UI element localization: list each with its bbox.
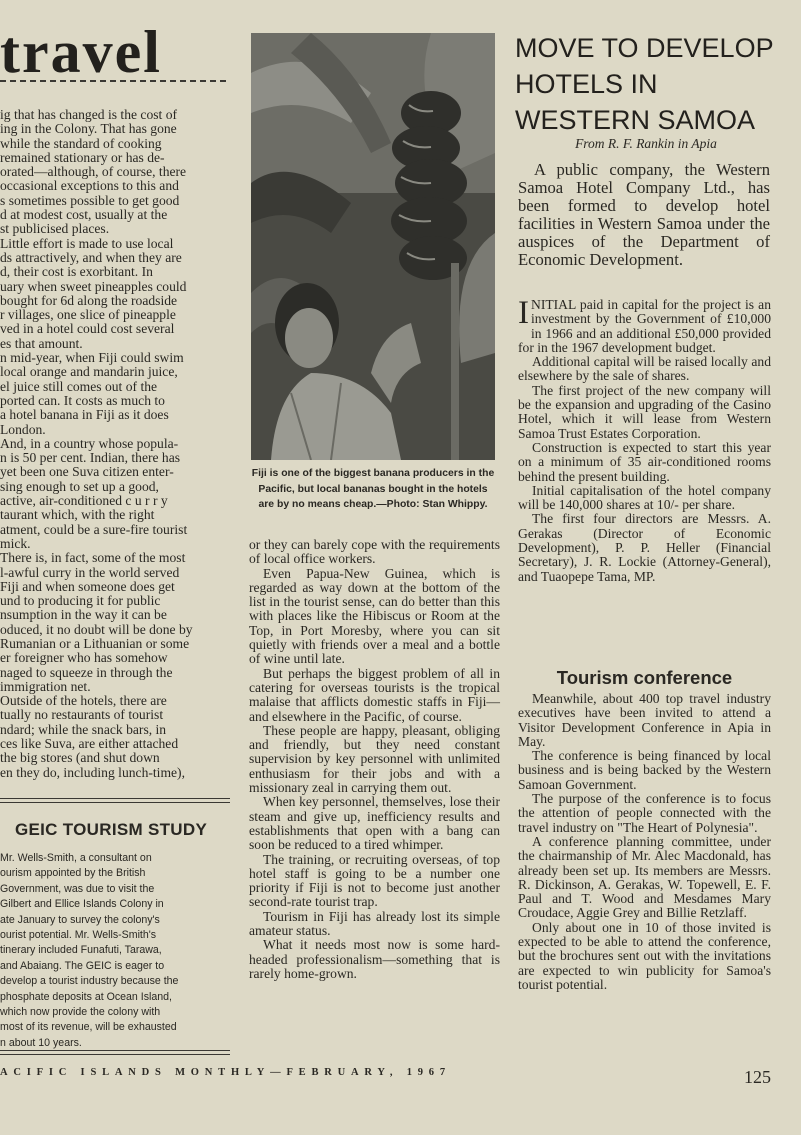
tourism-paragraph: The purpose of the conference is to focus the attention of people connected with the travel industry on "The Heart of Polynesia". <box>518 791 771 835</box>
tourism-paragraph: The conference is being financed by local business and is being backed by the Western Samoan Government. <box>518 748 771 792</box>
geic-line: which now provide the colony with <box>0 1006 161 1019</box>
left-column-line: ig that has changed is the cost of <box>0 108 178 122</box>
left-column-line: naged to squeeze in through the <box>0 665 173 680</box>
left-column-line: remained stationary or has de- <box>0 150 165 165</box>
running-footer: ACIFIC ISLANDS MONTHLY—FEBRUARY, 1967 <box>0 1067 451 1078</box>
geic-line: Mr. Wells-Smith, a consultant on <box>0 852 152 864</box>
geic-line: tinerary included Funafuti, Tarawa, <box>0 944 162 957</box>
article-paragraph: The first four directors are Messrs. A. Gerakas (Director of Economic Development), P. P. Heller (Financial Secretary), J. R. Lockie (Attorney-General), and Tuaopepe Tama, MP. <box>518 511 771 584</box>
geic-line: and Abaiang. The GEIC is eager to <box>0 959 165 972</box>
drop-cap: I <box>518 295 529 331</box>
left-column-line: bought for 6d along the roadside <box>0 293 178 308</box>
geic-body <box>0 851 222 1051</box>
photo-caption: Fiji is one of the biggest banana producers in the Pacific, but local bananas bought in the hotels are by no means cheap.—Photo: Stan Whippy. <box>251 468 495 510</box>
left-column-line: a hotel banana in Fiji as it does <box>0 408 169 423</box>
left-column-line: tually no restaurants of tourist <box>0 708 164 723</box>
middle-paragraph: or they can barely cope with the requirements of local office workers. <box>249 537 500 567</box>
geic-line: ourist potential. Mr. Wells-Smith's <box>0 929 157 942</box>
tourism-paragraph: A conference planning committee, under the chairmanship of Mr. Alec Macdonald, has already been set up. Its members are Messrs. R. Dickinson, A. Gerakas, W. Topewell, E. F. Paul and T. Wood and Mesdames Mary Croudace, Aggie Grey and Billie Retzlaff. <box>518 833 771 921</box>
geic-line: ourism appointed by the British <box>0 867 146 880</box>
left-column-line: es that amount. <box>0 336 83 351</box>
left-column-line: Outside of the hotels, there are <box>0 694 167 709</box>
page-number: 125 <box>744 1067 771 1087</box>
left-column-line: ds attractively, and when they are <box>0 250 182 265</box>
left-column-line: Little effort is made to use local <box>0 236 174 251</box>
title-rule <box>0 80 226 82</box>
left-column-line: n is 50 per cent. Indian, there has <box>0 451 181 466</box>
left-column-line: oduced, it no doubt will be done by <box>0 622 193 637</box>
article-paragraph: Additional capital will be raised locally and elsewhere by the sale of shares. <box>518 354 771 384</box>
left-column-line: sing enough to set up a good, <box>0 479 159 494</box>
article-first-paragraph <box>518 295 771 355</box>
middle-paragraph: The training, or recruiting overseas, of top hotel staff is going to be a number one priority if Fiji is not to become just another second-rate tourist trap. <box>249 851 500 910</box>
left-column-line: London. <box>0 422 46 437</box>
left-column-line: ces like Suva, are either attached <box>0 737 179 752</box>
left-column-line: immigration net. <box>0 679 91 694</box>
left-column-line: yet been one Suva citizen enter- <box>0 465 174 480</box>
geic-heading: GEIC TOURISM STUDY <box>15 820 208 839</box>
geic-line: most of its revenue, will be exhausted <box>0 1021 177 1034</box>
middle-paragraph: What it needs most now is some hard-headed professionalism—something that is rarely home-grown. <box>249 937 500 981</box>
article-paragraph: Initial capitalisation of the hotel company will be 140,000 shares at 10/- per share. <box>518 482 771 513</box>
tourism-paragraph: Only about one in 10 of those invited is expected to be able to attend the conference, but the brochures sent out with the invitations are expected to win publicity for Samoa's tourist potential. <box>518 919 771 992</box>
left-column-line: n mid-year, when Fiji could swim <box>0 351 184 366</box>
article-byline: From R. F. Rankin in Apia <box>575 136 717 151</box>
middle-paragraph: When key personnel, themselves, lose their steam and give up, inefficiency results and establishments that open with a bang can soon be reduced to a tired whimper. <box>249 794 500 853</box>
left-column-line: ported can. It costs as much to <box>0 393 165 408</box>
tourism-conference-heading: Tourism conference <box>556 667 733 688</box>
article-intro-text: A public company, the Western Samoa Hotel Company Ltd., has been formed to develop hotel facilities in Western Samoa under the auspices of the Department of Economic Development. <box>518 160 770 269</box>
middle-paragraph: Tourism in Fiji has already lost its simple amateur status. <box>249 908 500 939</box>
first-paragraph-text: NITIAL paid in capital for the project is an investment by the Government of £10,000 in 1966 and an additional £50,000 provided for in the 1967 development budget. <box>518 297 771 355</box>
left-column-line: nsumption in the way it can be <box>0 608 167 623</box>
left-column-line: atment, could be a sure-fire tourist <box>0 522 188 537</box>
tourism-paragraph: Meanwhile, about 400 top travel industry executives have been invited to attend a Visitor Development Conference in Apia in May. <box>518 691 771 749</box>
left-column-line: und to producing it for public <box>0 594 161 609</box>
middle-column <box>249 538 500 981</box>
left-column-line: active, air-conditioned c u r r y <box>0 494 168 509</box>
left-column-line: mick. <box>0 536 31 551</box>
geic-box-bottom-rule <box>0 1050 230 1055</box>
left-column-line: er foreigner who has somehow <box>0 651 168 666</box>
geic-box-top-rule <box>0 798 230 803</box>
left-column-line: local orange and mandarin juice, <box>0 365 178 380</box>
section-title: travel <box>0 22 162 82</box>
left-column-line: while the standard of cooking <box>0 136 162 151</box>
geic-line: Gilbert and Ellice Islands Colony in <box>0 898 164 911</box>
geic-line: ate January to survey the colony's <box>0 913 160 926</box>
geic-line: n about 10 years. <box>0 1036 82 1049</box>
left-column-line: el juice still comes out of the <box>0 379 158 394</box>
left-column-line: the big stores (and shut down <box>0 751 160 766</box>
left-column-line: uary when sweet pineapples could <box>0 279 187 294</box>
left-column-line: Rumanian or a Lithuanian or some <box>0 636 190 651</box>
left-column-line: st publicised places. <box>0 222 110 237</box>
left-column <box>0 108 230 780</box>
article-headline: MOVE TO DEVELOP HOTELS IN WESTERN SAMOA <box>515 33 774 135</box>
geic-line: Government, was due to visit the <box>0 882 155 895</box>
geic-line: develop a tourist industry because the <box>0 975 179 988</box>
middle-paragraph: Even Papua-New Guinea, which is regarded as way down at the bottom of the list in the tourist sense, can do better than this with places like the Hibiscus or Room at the Top, in Port Moresby, where you can sit quietly with friends over a meal and a bottle of wine until late. <box>249 565 500 667</box>
banana-photo <box>251 33 495 460</box>
middle-paragraph: But perhaps the biggest problem of all in catering for overseas tourists is the tropical malaise that afflicts domestic staffs in Fiji—and elsewhere in the Pacific, of course. <box>249 665 500 724</box>
left-column-line: d, their cost is exorbitant. In <box>0 265 153 280</box>
left-column-line: And, in a country whose popula- <box>0 436 179 451</box>
geic-line: phosphate deposits at Ocean Island, <box>0 990 172 1003</box>
left-column-line: taurant which, with the right <box>0 508 155 523</box>
left-column-line: Fiji and when someone does get <box>0 579 175 594</box>
left-column-line: orated—although, of course, there <box>0 165 187 180</box>
left-column-line: ndard; while the snack bars, in <box>0 722 167 737</box>
left-column-line: ing in the Colony. That has gone <box>0 122 177 137</box>
left-column-line: There is, in fact, some of the most <box>0 551 186 566</box>
middle-paragraph: These people are happy, pleasant, obliging and friendly, but they need constant supervision by key personnel with unlimited enthusiasm for their jobs and with a missionary zeal in carrying them out. <box>249 722 500 796</box>
left-column-line: ved in a hotel could cost several <box>0 322 175 337</box>
left-column-line: s sometimes possible to get good <box>0 193 180 208</box>
article-paragraph: Construction is expected to start this year on a minimum of 35 air-conditioned rooms behind the present building. <box>518 439 771 484</box>
article-paragraph: The first project of the new company will be the expansion and upgrading of the Casino Hotel, which it will lease from Western Samoa Trust Estates Corporation. <box>518 382 771 441</box>
tourism-conference-body <box>518 692 771 992</box>
article-body <box>518 295 771 584</box>
left-column-line: en they do, including lunch-time), <box>0 765 185 780</box>
article-intro <box>518 161 770 269</box>
left-column-line: occasional exceptions to this and <box>0 179 179 194</box>
left-column-line: d at modest cost, usually at the <box>0 208 168 223</box>
left-column-line: l-awful curry in the world served <box>0 565 180 580</box>
left-column-line: r villages, one slice of pineapple <box>0 308 176 323</box>
